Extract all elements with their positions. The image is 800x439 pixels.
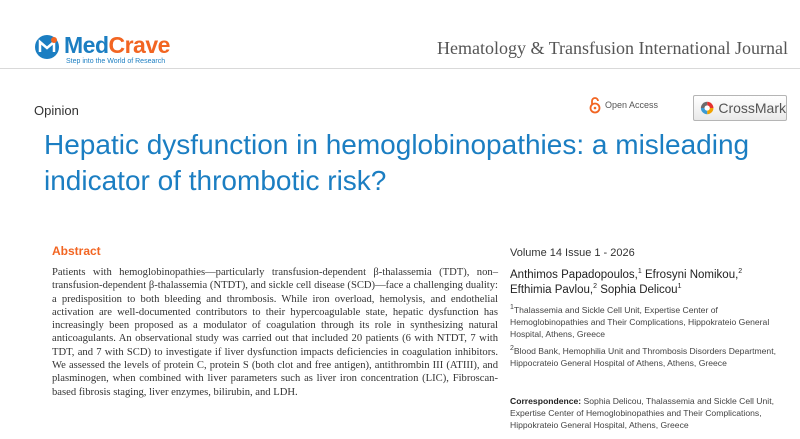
logo-wordmark: MedCrave <box>64 32 170 58</box>
article-type: Opinion <box>34 103 79 118</box>
author-list <box>510 268 780 298</box>
affiliation-2: $^2$Blood Bank, Hemophilia Unit and Thrombosis Disorders Department, Hippocrateio General Hospital of Athens, Athens, Greece <box>510 345 776 368</box>
article-title: Hepatic dysfunction in hemoglobinopathies: a misleading indicator of thrombotic risk? <box>44 129 750 196</box>
journal-title[interactable]: Hematology & Transfusion International Journal <box>437 38 788 58</box>
correspondence-label: Correspondence: <box>510 396 582 406</box>
affiliation-1: $^1$Thalassemia and Sickle Cell Unit, Expertise Center of Hemoglobinopathies and Their Complications, Hippokrateio General Hospital, Athens, Greece <box>510 304 770 339</box>
logo-tagline: Step into the World of Research <box>66 58 166 65</box>
correspondence-text: Sophia Delicou, Thalassemia and Sickle Cell Unit, Expertise Center of Hemoglobinopathies and Their Complications, Hippokrateio General Hospital, Athens, Greece <box>510 396 774 430</box>
author-name[interactable]: Efrosyni Nomikou,$^2$ <box>644 268 743 281</box>
author-name[interactable]: Anthimos Papadopoulos,$^1$ <box>510 268 642 281</box>
correspondence <box>510 395 780 431</box>
medcrave-logo-icon <box>34 34 60 60</box>
crossmark-icon <box>700 100 714 116</box>
open-access-label: Open Access <box>605 100 659 110</box>
abstract-heading: Abstract <box>52 244 101 258</box>
crossmark-button[interactable] <box>693 95 787 121</box>
author-name[interactable]: Efthimia Pavlou,$^2$ <box>510 283 598 296</box>
open-access-badge <box>589 96 658 114</box>
abstract-text: Patients with hemoglobinopathies—particularly transfusion-dependent β-thalassemia (TDT), non–transfusion-dependent β-thalassemia (NTDT), and sickle cell disease (SCD)—face a challenging duality: a predisposition to both bleeding and thrombosis. While iron overload, hemolysis, and endothelial activation are well-documented contributors to their hypercoagulable state, hepatic dysfunction has increasingly been proposed as a modulator of coagulation through its role in synthesizing natural anticoagulants. An observational study was carried out that included 20 patients (6 with NTDT, 7 with TDT, and 7 with SCD) to investigate if liver dysfunction impacts deficiencies in coagulation inhibitors. We assessed the levels of protein C, protein S (both clot and free antigen), antithrombin III (ATIII), and plasminogen, when combined with liver parameters such as liver iron concentration (LIC), Fibroscan-based fibrosis staging, liver enzymes, bilirubin, and LDH. <box>52 267 498 398</box>
header-divider <box>0 68 800 69</box>
crossmark-label: CrossMark <box>718 100 786 116</box>
open-access-icon <box>589 96 601 114</box>
volume-issue: Volume 14 Issue 1 - 2026 <box>510 247 635 259</box>
author-name[interactable]: Sophia Delicou$^1$ <box>600 283 682 296</box>
medcrave-logo[interactable] <box>34 30 204 70</box>
